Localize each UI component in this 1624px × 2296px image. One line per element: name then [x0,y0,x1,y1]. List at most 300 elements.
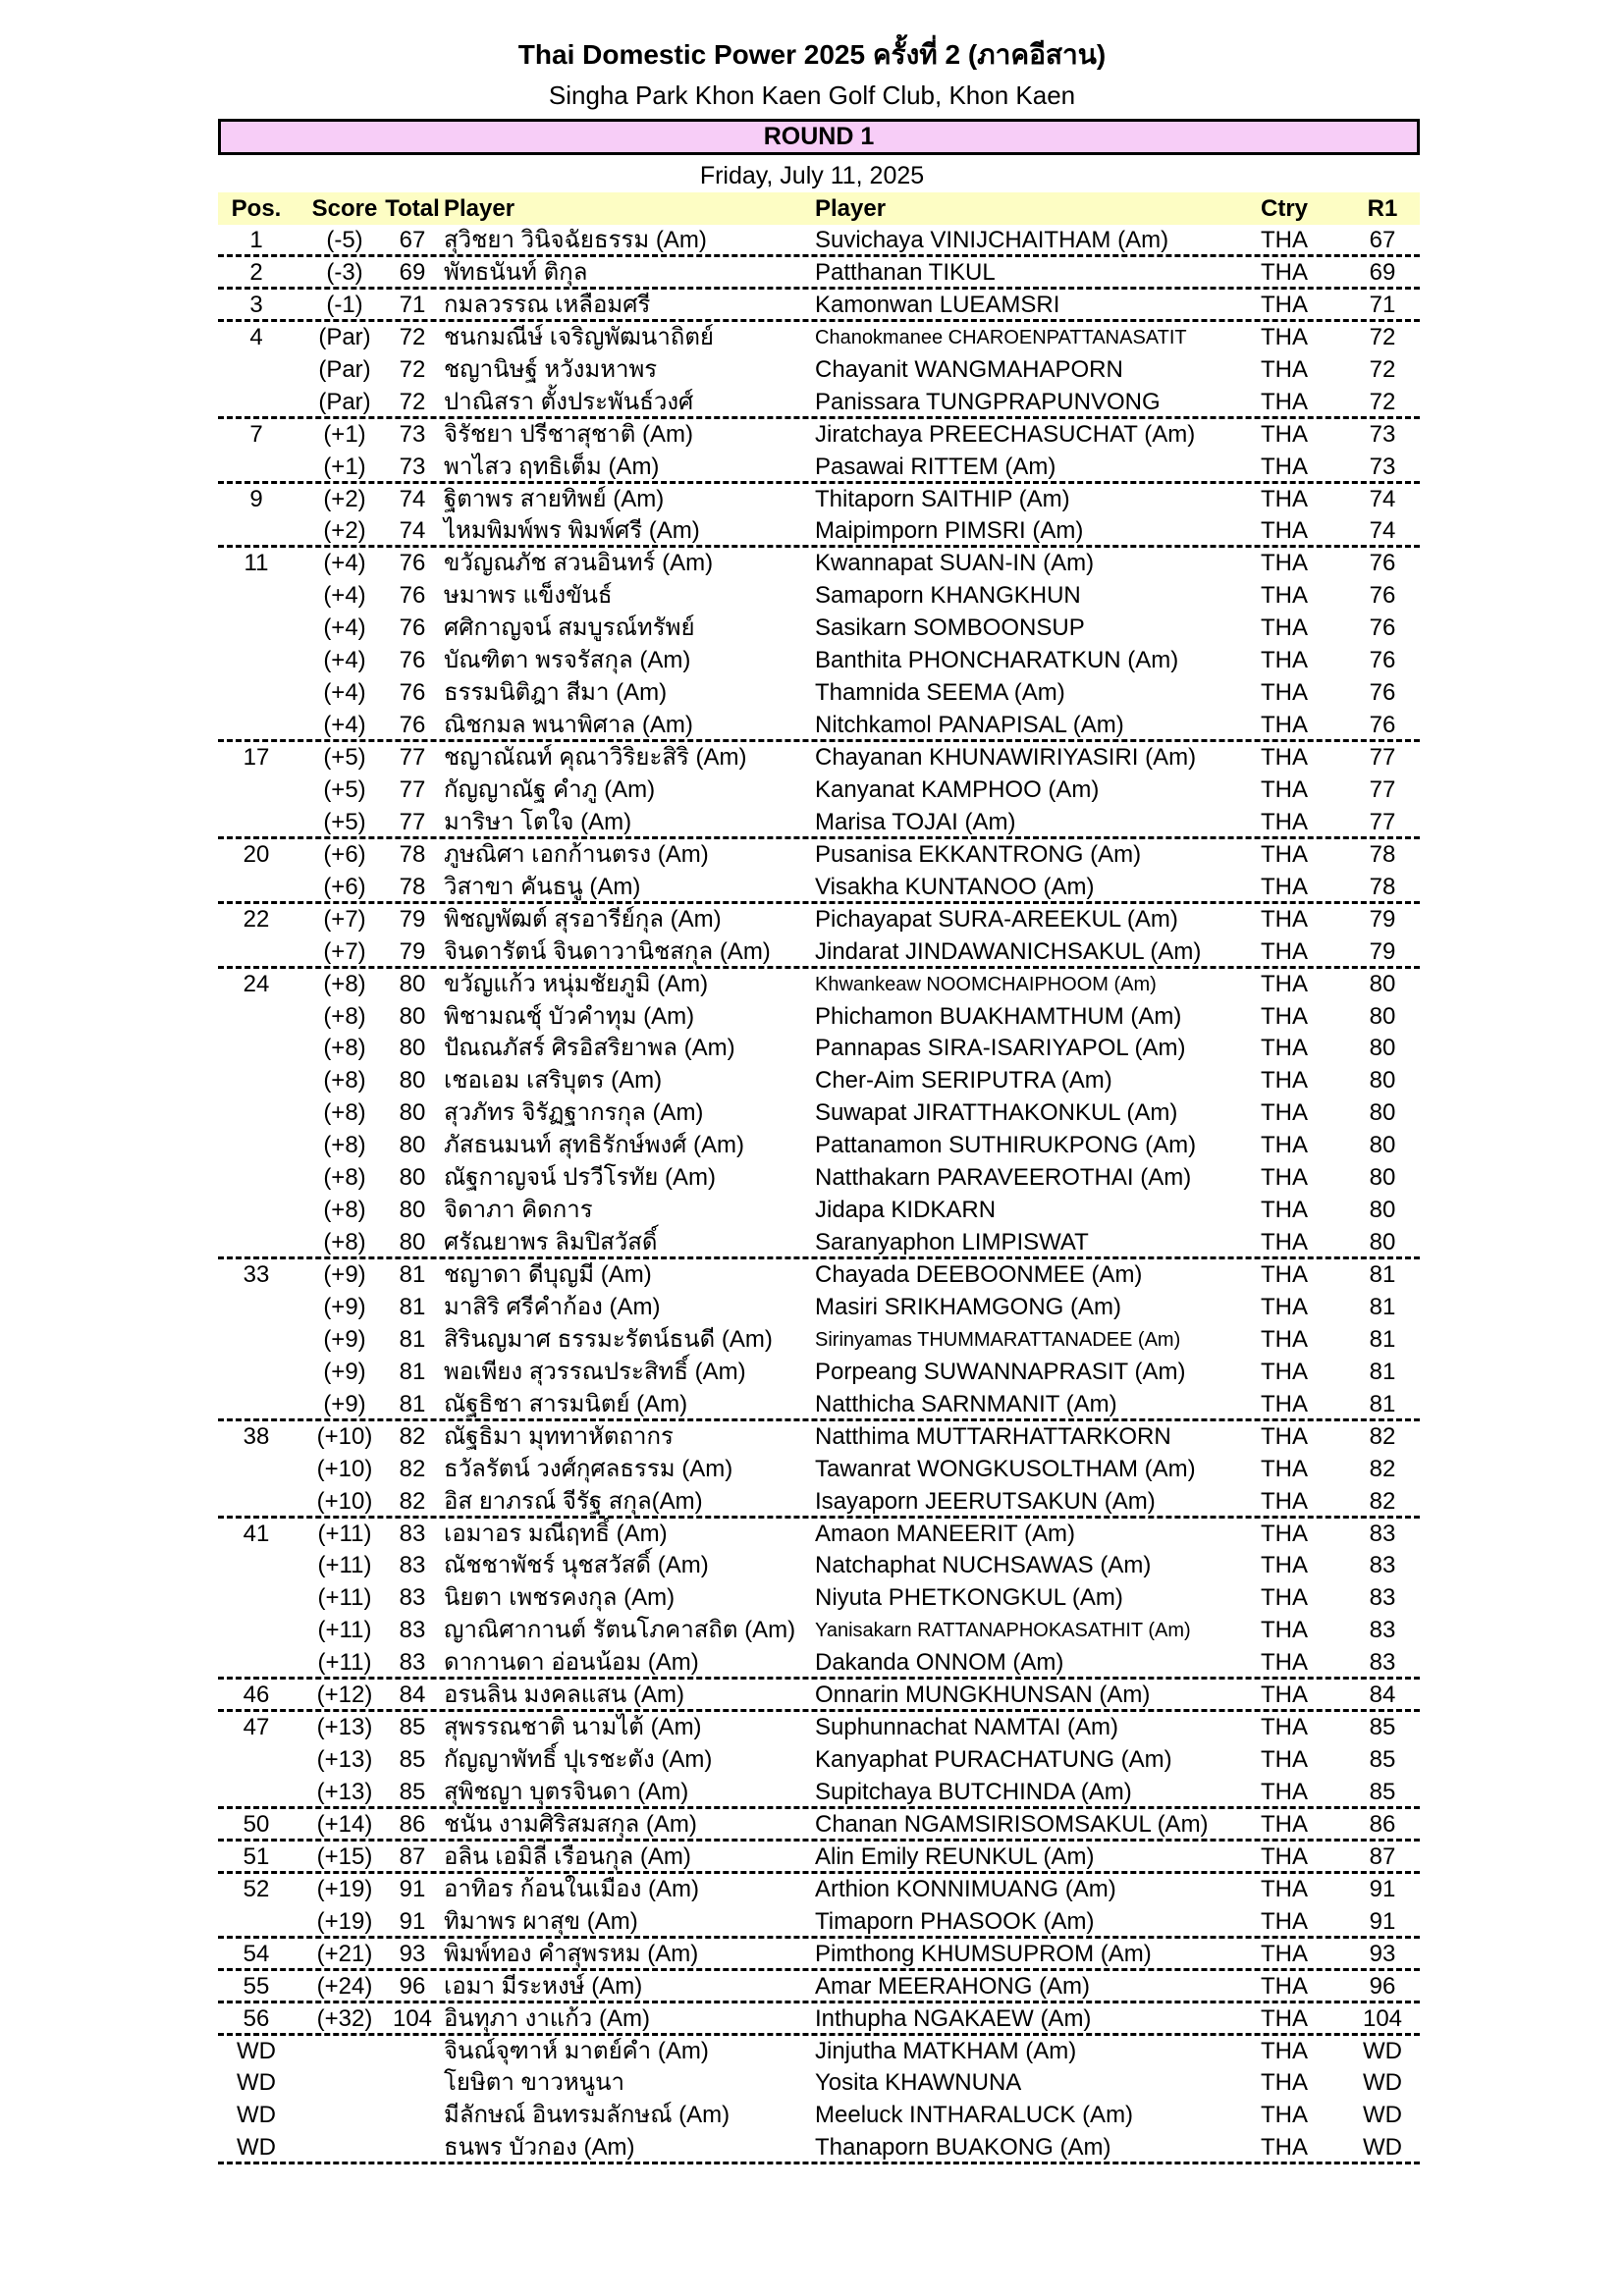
player-name-thai: มีลักษณ์ อินทรมลักษณ์ (Am) [444,2102,731,2129]
row-score: (+9) [323,1293,366,1320]
table-row [218,1486,1420,1519]
header-player-thai: Player [444,195,515,222]
player-name-thai: สุวภัทร จิรัฏฐากรกุล (Am) [444,1099,704,1127]
header-country: Ctry [1261,195,1309,222]
table-row [218,710,1420,742]
player-name-thai: โยษิตา ขาวหนูนา [444,2069,624,2097]
row-score: (+6) [323,840,366,868]
table-row [218,290,1420,322]
row-score: (+13) [316,1779,373,1805]
row-country: THA [1261,679,1308,707]
table-row [218,742,1420,774]
player-name-thai: ทิมาพร ผาสุข (Am) [444,1907,638,1935]
row-score: (+11) [317,1552,372,1579]
row-score: (+11) [317,1520,372,1547]
row-pos: 47 [243,1714,270,1741]
row-total: 80 [399,1035,426,1062]
row-r1: 81 [1369,1293,1396,1320]
row-total: 79 [399,937,426,965]
row-score: (+8) [323,1099,366,1127]
player-name-english: Banthita PHONCHARATKUN (Am) [815,647,1179,674]
row-score: (+10) [316,1455,373,1482]
row-score: (+8) [323,1067,366,1095]
row-total: 83 [399,1617,426,1644]
row-score: (+19) [316,1875,373,1902]
row-pos: 46 [243,1682,270,1709]
player-name-thai: เชอเอม เสริบุตร (Am) [444,1067,663,1095]
player-name-thai: อินทุภา งาแก้ว (Am) [444,2004,650,2032]
row-r1: 76 [1369,647,1396,674]
row-total: 93 [399,1940,426,1967]
row-total: 83 [399,1649,426,1677]
row-total: 81 [399,1358,426,1385]
row-country: THA [1261,323,1308,350]
player-name-english: Masiri SRIKHAMGONG (Am) [815,1293,1121,1320]
row-country: THA [1261,355,1308,383]
table-row [218,387,1420,419]
player-name-english: Maipimporn PIMSRI (Am) [815,517,1084,545]
table-row [218,1582,1420,1615]
row-pos: 51 [243,1842,270,1870]
row-r1: 91 [1369,1875,1396,1902]
row-country: THA [1261,1649,1308,1677]
row-pos: WD [237,2134,276,2162]
player-name-english: Sasikarn SOMBOONSUP [815,614,1085,642]
row-total: 85 [399,1714,426,1741]
row-score: (+2) [323,517,366,545]
row-country: THA [1261,1810,1308,1838]
row-r1: 82 [1369,1487,1396,1515]
row-country: THA [1261,1487,1308,1515]
player-name-english: Samaporn KHANGKHUN [815,582,1081,610]
row-score: (+9) [323,1325,366,1353]
row-total: 74 [399,485,426,512]
row-r1: 73 [1369,453,1396,480]
row-score: (+21) [316,1940,373,1967]
table-row [218,1615,1420,1647]
table-row [218,904,1420,936]
player-name-thai: พิชามณชุ์ บัวคำทุม (Am) [444,1002,695,1030]
row-score: (+8) [323,1197,366,1224]
row-total: 81 [399,1325,426,1353]
player-name-english: Yanisakarn RATTANAPHOKASATHIT (Am) [815,1620,1191,1642]
row-country: THA [1261,1972,1308,2000]
table-row [218,1324,1420,1357]
table-row [218,1906,1420,1939]
row-country: THA [1261,1325,1308,1353]
player-name-english: Alin Emily REUNKUL (Am) [815,1842,1095,1870]
player-name-english: Cher-Aim SERIPUTRA (Am) [815,1067,1112,1095]
player-name-english: Meeluck INTHARALUCK (Am) [815,2102,1134,2129]
row-r1: 76 [1369,679,1396,707]
table-row [218,1227,1420,1259]
row-country: THA [1261,2134,1308,2162]
row-score: (Par) [318,323,371,350]
table-row [218,354,1420,387]
row-score: (+10) [316,1422,373,1450]
table-row [218,1809,1420,1842]
row-score: (+6) [323,873,366,900]
player-name-english: Chayanit WANGMAHAPORN [815,355,1123,383]
row-r1: 82 [1369,1455,1396,1482]
player-name-thai: พาไสว ฤทธิเต็ม (Am) [444,453,660,480]
row-country: THA [1261,517,1308,545]
row-score: (+15) [316,1842,373,1870]
player-name-english: Kanyanat KAMPHOO (Am) [815,775,1100,803]
row-total: 91 [399,1875,426,1902]
row-country: THA [1261,1229,1308,1256]
row-total: 72 [399,323,426,350]
row-country: THA [1261,1779,1308,1805]
row-score: (+13) [316,1714,373,1741]
table-row [218,2067,1420,2100]
row-r1: WD [1363,2102,1402,2129]
table-row [218,1550,1420,1582]
row-pos: 38 [243,1422,270,1450]
row-country: THA [1261,1455,1308,1482]
player-name-thai: ณัฐธิมา มุททาหัตถากร [444,1422,674,1450]
table-row [218,1939,1420,1971]
player-name-thai: ดากานดา อ่อนน้อม (Am) [444,1649,699,1677]
player-name-thai: กมลวรรณ เหลือมศรี [444,291,651,318]
row-score: (+8) [323,1164,366,1192]
row-score: (+11) [317,1584,372,1612]
venue: Singha Park Khon Kaen Golf Club, Khon Kaen [548,80,1076,110]
player-name-thai: พิมพ์ทอง คำสุพรหม (Am) [444,1940,699,1967]
player-name-thai: ณัชชาพัชร์ นุชสวัสดิ์ (Am) [444,1552,709,1579]
row-r1: 83 [1369,1584,1396,1612]
row-country: THA [1261,1099,1308,1127]
row-country: THA [1261,2069,1308,2097]
table-row [218,936,1420,969]
row-pos: 33 [243,1261,270,1288]
table-row [218,2036,1420,2068]
row-r1: 83 [1369,1552,1396,1579]
player-name-thai: สุวิชยา วินิจฉัยธรรม (Am) [444,227,707,253]
row-total: 76 [399,582,426,610]
row-r1: 80 [1369,1229,1396,1256]
row-pos: 22 [243,905,270,933]
row-country: THA [1261,1164,1308,1192]
row-country: THA [1261,1035,1308,1062]
table-row [218,839,1420,872]
player-name-english: Pasawai RITTEM (Am) [815,453,1056,480]
row-score: (-1) [326,291,363,318]
player-name-thai: อลิน เอมิลี่ เรือนกุล (Am) [444,1842,691,1870]
row-score: (+4) [323,582,366,610]
table-row [218,1065,1420,1097]
row-r1: 73 [1369,420,1396,448]
row-score: (+7) [323,937,366,965]
row-country: THA [1261,1358,1308,1385]
table-row [218,774,1420,807]
row-score: (+12) [316,1682,373,1709]
row-total: 73 [399,420,426,448]
table-row [218,2100,1420,2132]
player-name-thai: อิส ยาภรณ์ จีรัฐ สกุล(Am) [444,1487,703,1515]
table-row [218,1097,1420,1130]
row-r1: WD [1363,2069,1402,2097]
row-country: THA [1261,582,1308,610]
row-score: (+8) [323,1002,366,1030]
row-r1: 96 [1369,1972,1396,2000]
player-name-thai: สุพิชญา บุตรจินดา (Am) [444,1779,689,1805]
row-country: THA [1261,775,1308,803]
table-row [218,677,1420,710]
row-pos: 7 [249,420,263,448]
row-r1: 72 [1369,323,1396,350]
row-r1: 77 [1369,775,1396,803]
player-name-thai: พัทธนันท์ ติกุล [444,258,588,286]
row-r1: 83 [1369,1617,1396,1644]
row-score: (+11) [317,1649,372,1677]
player-name-english: Nitchkamol PANAPISAL (Am) [815,712,1124,739]
header-score: Score [311,195,378,222]
table-row [218,613,1420,645]
player-name-english: Thitaporn SAITHIP (Am) [815,485,1070,512]
player-name-english: Thamnida SEEMA (Am) [815,679,1065,707]
round-date: Friday, July 11, 2025 [699,162,925,189]
player-name-english: Yosita KHAWNUNA [815,2069,1022,2097]
player-name-english: Panissara TUNGPRAPUNVONG [815,388,1161,415]
row-r1: 72 [1369,355,1396,383]
player-name-thai: จิรัชยา ปรีชาสุชาติ (Am) [444,420,693,448]
player-name-english: Natthicha SARNMANIT (Am) [815,1390,1117,1417]
row-total: 83 [399,1520,426,1547]
row-score: (+14) [316,1810,373,1838]
row-total: 80 [399,1132,426,1159]
row-country: THA [1261,1940,1308,1967]
row-country: THA [1261,1390,1308,1417]
table-row [218,1292,1420,1324]
row-country: THA [1261,1907,1308,1935]
row-r1: 76 [1369,614,1396,642]
row-r1: 76 [1369,550,1396,577]
player-name-thai: สิรินญมาศ ธรรมะรัตน์ธนดี (Am) [444,1325,773,1353]
table-row [218,1680,1420,1712]
player-name-english: Patthanan TIKUL [815,258,996,286]
row-r1: 74 [1369,517,1396,545]
row-total: 83 [399,1584,426,1612]
row-country: THA [1261,905,1308,933]
row-total: 86 [399,1810,426,1838]
row-r1: 80 [1369,1035,1396,1062]
player-name-thai: มาสิริ ศรีคำก้อง (Am) [444,1293,661,1320]
player-name-english: Arthion KONNIMUANG (Am) [815,1875,1116,1902]
row-country: THA [1261,1552,1308,1579]
player-name-thai: ไหมพิมพ์พร พิมพ์ศรี (Am) [444,517,700,545]
row-country: THA [1261,1584,1308,1612]
table-row [218,1421,1420,1454]
player-name-thai: ชญาดา ดีบุญมี (Am) [444,1261,652,1288]
row-pos: 9 [249,485,263,512]
table-row [218,2003,1420,2036]
row-total: 81 [399,1293,426,1320]
header-player-english: Player [815,195,887,222]
row-r1: 82 [1369,1422,1396,1450]
row-pos: 54 [243,1940,270,1967]
player-name-thai: พอเพียง สุวรรณประสิทธิ์ (Am) [444,1358,746,1385]
row-r1: 80 [1369,1164,1396,1192]
player-name-thai: อรนลิน มงคลแสน (Am) [444,1682,684,1709]
row-country: THA [1261,840,1308,868]
row-r1: 81 [1369,1358,1396,1385]
row-r1: 86 [1369,1810,1396,1838]
table-row [218,1712,1420,1744]
row-country: THA [1261,2037,1308,2064]
row-score: (+10) [316,1487,373,1515]
player-name-english: Jindarat JINDAWANICHSAKUL (Am) [815,937,1202,965]
row-total: 80 [399,1099,426,1127]
player-name-thai: ศศิกาญจน์ สมบูรณ์ทรัพย์ [444,614,695,642]
player-name-english: Kanyaphat PURACHATUNG (Am) [815,1746,1172,1774]
player-name-thai: ภัสธนมนท์ สุทธิรักษ์พงศ์ (Am) [444,1132,745,1159]
table-row [218,257,1420,290]
player-name-thai: เอมา มีระหงษ์ (Am) [444,1972,643,2000]
row-score: (+4) [323,614,366,642]
row-pos: 55 [243,1972,270,2000]
row-pos: 11 [244,550,269,577]
player-name-thai: วิสาขา คันธนู (Am) [444,873,641,900]
row-country: THA [1261,1002,1308,1030]
row-country: THA [1261,808,1308,835]
row-total: 85 [399,1746,426,1774]
table-row [218,645,1420,677]
row-total: 82 [399,1487,426,1515]
row-r1: 80 [1369,1067,1396,1095]
table-row [218,1130,1420,1162]
row-country: THA [1261,873,1308,900]
row-score: (+32) [316,2004,373,2032]
player-name-english: Natthima MUTTARHATTARKORN [815,1422,1171,1450]
row-r1: 78 [1369,840,1396,868]
player-name-english: Amar MEERAHONG (Am) [815,1972,1091,2000]
player-name-english: Marisa TOJAI (Am) [815,808,1016,835]
row-score: (+1) [323,420,366,448]
table-row [218,515,1420,548]
row-pos: 2 [249,258,263,286]
table-row [218,1874,1420,1906]
row-total: 78 [399,840,426,868]
player-name-thai: ชนกมณีษ์ เจริญพัฒนาถิตย์ [444,323,714,350]
row-r1: 81 [1369,1390,1396,1417]
player-name-thai: ญาณิศากานต์ รัตนโภคาสถิต (Am) [444,1617,796,1644]
player-name-english: Supitchaya BUTCHINDA (Am) [815,1779,1132,1805]
row-pos: 4 [249,323,263,350]
row-score: (+4) [323,647,366,674]
row-total: 85 [399,1779,426,1805]
row-score: (+9) [323,1358,366,1385]
player-name-english: Isayaporn JEERUTSAKUN (Am) [815,1487,1156,1515]
row-total: 76 [399,550,426,577]
row-country: THA [1261,453,1308,480]
row-pos: 24 [243,970,270,997]
player-name-thai: ณัฐกาญจน์ ปรวีโรทัย (Am) [444,1164,717,1192]
row-r1: 93 [1369,1940,1396,1967]
row-country: THA [1261,647,1308,674]
row-country: THA [1261,1293,1308,1320]
player-name-english: Saranyaphon LIMPISWAT [815,1229,1089,1256]
player-name-english: Jinjutha MATKHAM (Am) [815,2037,1077,2064]
player-name-thai: พิชญพัฒต์ สุรอารีย์กุล (Am) [444,905,722,933]
row-score: (+13) [316,1746,373,1774]
player-name-english: Natthakarn PARAVEEROTHAI (Am) [815,1164,1192,1192]
row-score: (+1) [323,453,366,480]
player-name-english: Sirinyamas THUMMARATTANADEE (Am) [815,1328,1181,1351]
row-total: 80 [399,1164,426,1192]
player-name-thai: กัญญาพัทธิ์ ปุเรชะตัง (Am) [444,1746,713,1774]
player-name-thai: ษมาพร แข็งขันธ์ [444,582,613,610]
row-country: THA [1261,2102,1308,2129]
table-row [218,1162,1420,1195]
row-country: THA [1261,1714,1308,1741]
row-score: (Par) [318,355,371,383]
header-r1: R1 [1367,195,1398,222]
row-country: THA [1261,550,1308,577]
row-country: THA [1261,1617,1308,1644]
row-score: (Par) [318,388,371,415]
row-total: 81 [399,1390,426,1417]
row-r1: 76 [1369,582,1396,610]
player-name-english: Jiratchaya PREECHASUCHAT (Am) [815,420,1196,448]
table-row [218,1519,1420,1551]
row-r1: 80 [1369,1197,1396,1224]
row-total: 72 [399,355,426,383]
player-name-thai: นิยตา เพชรคงกุล (Am) [444,1584,676,1612]
row-score: (+4) [323,679,366,707]
row-pos: WD [237,2102,276,2129]
player-name-english: Pannapas SIRA-ISARIYAPOL (Am) [815,1035,1186,1062]
row-r1: 87 [1369,1842,1396,1870]
row-r1: 80 [1369,970,1396,997]
row-total: 91 [399,1907,426,1935]
table-row [218,1842,1420,1874]
row-country: THA [1261,2004,1308,2032]
row-pos: 1 [249,227,263,253]
table-row [218,1001,1420,1034]
row-r1: 83 [1369,1520,1396,1547]
row-pos: 56 [243,2004,270,2032]
row-pos: 17 [243,744,270,771]
row-score: (-3) [326,258,363,286]
row-r1: 80 [1369,1132,1396,1159]
row-country: THA [1261,420,1308,448]
row-r1: 72 [1369,388,1396,415]
row-score: (-5) [326,227,363,253]
page-title: Thai Domestic Power 2025 ครั้งที่ 2 (ภาคอีสาน) [517,39,1107,70]
player-name-thai: กัญญาณัฐ คำภู (Am) [444,775,656,803]
row-country: THA [1261,970,1308,997]
row-total: 84 [399,1682,426,1709]
table-header [218,192,1420,225]
row-total: 80 [399,1067,426,1095]
player-name-thai: ปัณณภัสร์ ศิรอิสริยาพล (Am) [444,1035,735,1062]
row-total: 77 [399,808,426,835]
row-score: (+5) [323,744,366,771]
row-country: THA [1261,614,1308,642]
player-name-english: Niyuta PHETKONGKUL (Am) [815,1584,1123,1612]
row-country: THA [1261,1875,1308,1902]
player-name-thai: ชญาณัณท์ คุณาวิริยะสิริ (Am) [444,744,747,771]
row-score: (+4) [323,712,366,739]
row-r1: WD [1363,2134,1402,2162]
row-r1: 80 [1369,1099,1396,1127]
row-total: 96 [399,1972,426,2000]
player-name-english: Inthupha NGAKAEW (Am) [815,2004,1092,2032]
row-r1: 69 [1369,258,1396,286]
row-r1: 71 [1369,291,1396,318]
table-row [218,1033,1420,1065]
